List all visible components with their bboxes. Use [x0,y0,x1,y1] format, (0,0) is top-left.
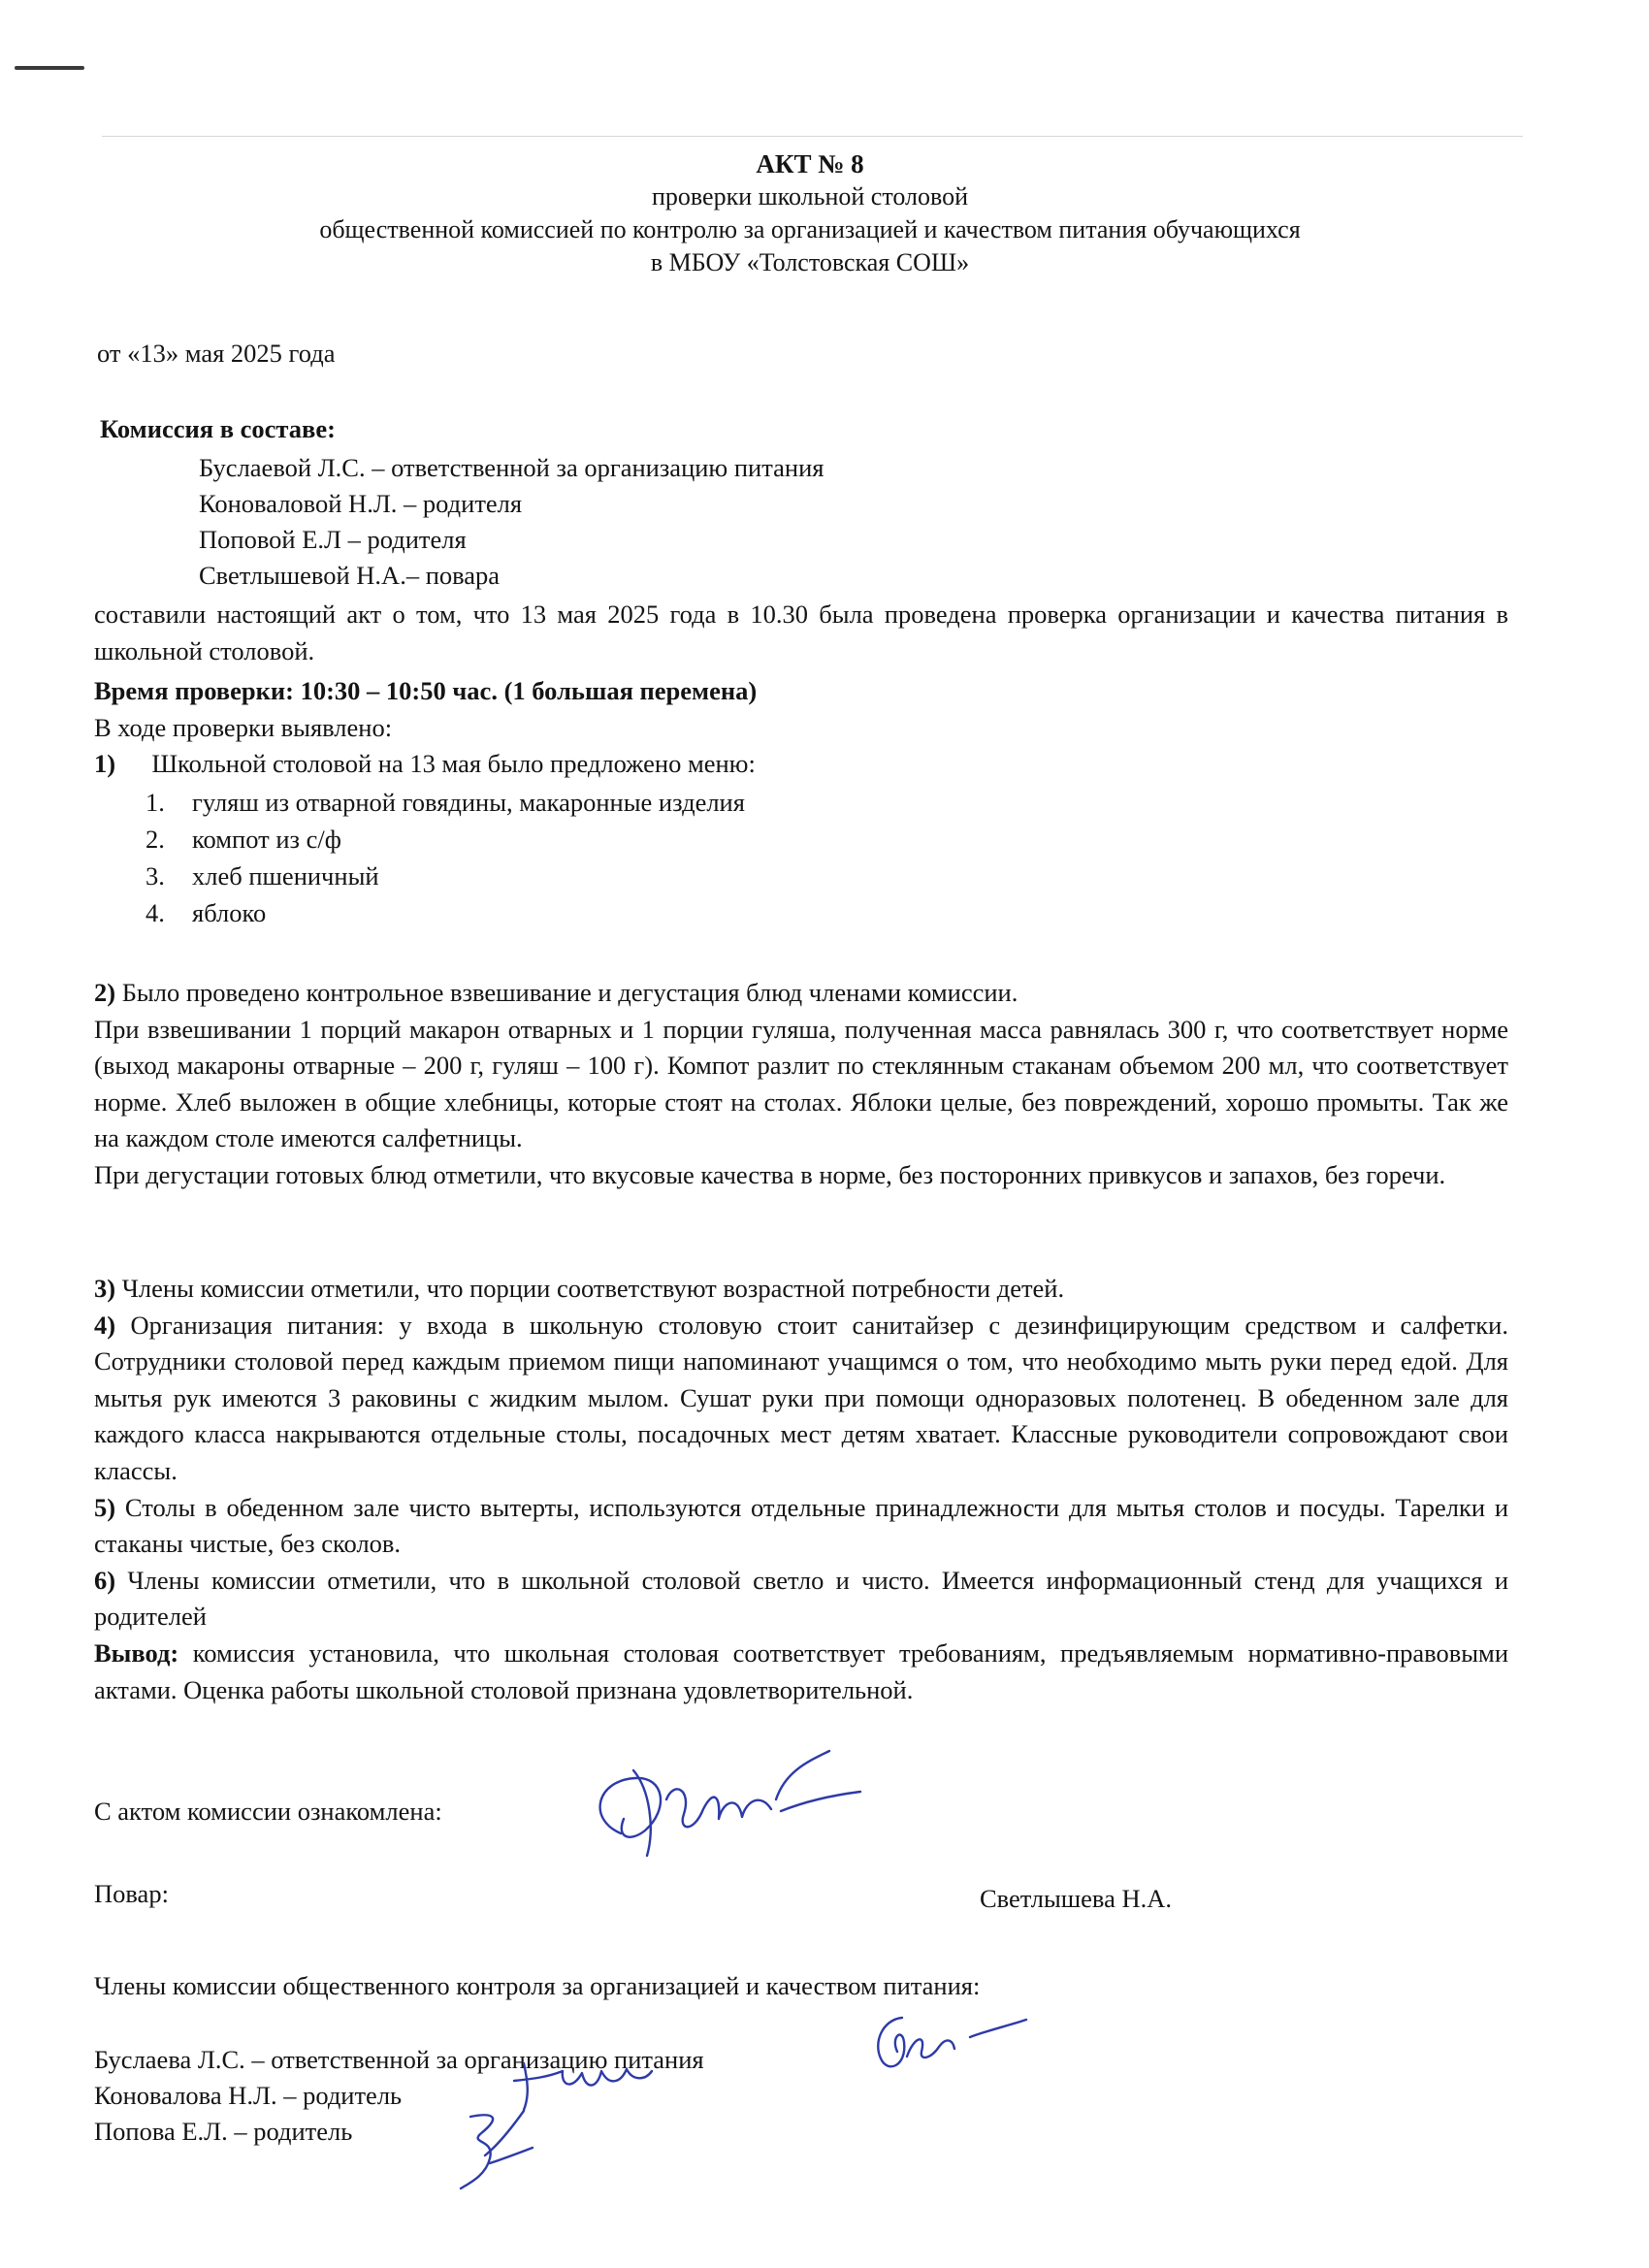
found-heading: В ходе проверки выявлено: [94,713,393,742]
intro-paragraph [94,597,1508,669]
members-heading: Члены комиссии общественного контроля за организацией и качеством питания: [94,1971,981,2000]
item-5: 5) Столы в обеденном зале чисто вытерты, используются отдельные принадлежности для мытья столов и посуды. Тарелки и стаканы чистые, без сколов. [94,1492,1509,1559]
check-time: Время проверки: 10:30 – 10:50 час. (1 большая перемена) [94,676,758,705]
cook-name: Светлышева Н.А. [980,1884,1172,1913]
commission-member: Поповой Е.Л – родителя [199,525,467,554]
commission-member: Буслаевой Л.С. – ответственной за организацию питания [199,453,824,482]
cook-signature [577,1741,868,1877]
commission-members [199,450,824,594]
menu-item: 1. гуляш из отварной говядины, макаронные изделия [146,788,745,817]
title-line-2: общественной комиссией по контролю за организацией и качеством питания обучающихся [319,215,1301,243]
title-line-1: проверки школьной столовой [652,182,968,211]
item-1 [94,747,756,780]
item-2 [94,975,1508,1194]
signer: Буслаева Л.С. – ответственной за организацию питания [94,2045,704,2074]
signer: Попова Е.Л. – родитель [94,2117,353,2146]
commission-member: Коноваловой Н.Л. – родителя [199,489,523,518]
scan-mark [15,66,84,70]
item-4: 4) Организация питания: у входа в школьную столовую стоит санитайзер с дезинфицирующим средством и салфетки. Сотрудники столовой перед каждым приемом пищи напоминают учащимся о том, что необходимо мыть руки перед едой. Для мытья рук имеются 3 раковины с жидким мылом. Сушат руки при помощи одноразовых полотенец. В обеденном зале для каждого класса накрываются отдельные столы, посадочных мест детям хватает. Классные руководители сопровождают свои классы. [94,1310,1508,1485]
item-6: 6) Члены комиссии отметили, что в школьной столовой светло и чисто. Имеется информационный стенд для учащихся и родителей [94,1565,1509,1632]
item-3: 3) Члены комиссии отметили, что порции соответствуют возрастной потребности детей. [94,1274,1065,1303]
conclusion: Вывод: комиссия установила, что школьная столовая соответствует требованиям, предъявляемым нормативно-правовыми актами. Оценка работы школьной столовой признана удовлетворительной. [94,1637,1508,1704]
menu-item: 4. яблоко [146,898,267,927]
document-date: от «13» мая 2025 года [97,339,336,368]
document-title: АКТ № 8 [756,149,864,178]
buslaeva-signature [854,1998,1028,2090]
commission-member: Светлышевой Н.А.– повара [199,561,501,590]
menu-list [146,784,745,931]
title-block [97,147,1523,279]
menu-item: 3. хлеб пшеничный [146,861,379,891]
menu-item: 2. компот из с/ф [146,825,341,854]
items-3-6 [94,1271,1508,1708]
top-rule [102,136,1523,137]
signer: Коновалова Н.Л. – родитель [94,2081,403,2110]
item-2-tasting: При дегустации готовых блюд отметили, что вкусовые качества в норме, без посторонних привкусов и запахов, без горечи. [94,1159,1446,1189]
title-line-3: в МБОУ «Толстовская СОШ» [650,248,970,276]
item-2-lead: 2) Было проведено контрольное взвешивание и дегустация блюд членами комиссии. [94,978,1018,1007]
popova-signature [451,2105,538,2192]
cook-label: Повар: [94,1879,169,1908]
item-2-weighing: При взвешивании 1 порций макарон отварных и 1 порции гуляша, полученная масса равнялась 300 г, что соответствует норме (выход макароны отварные – 200 г, гуляш – 100 г). Компот разлит по стеклянным стаканам объемом 200 мл, что соответствует норме. Хлеб выложен в общие хлебницы, которые стоят на столах. Яблоки целые, без повреждений, хорошо промыты. Так же на каждом столе имеются салфетницы. [94,1014,1508,1153]
intro-text: составили настоящий акт о том, что 13 мая 2025 года в 10.30 была проведена проверка организации и качества питания в школьной столовой. [94,599,1508,665]
item-1-number: 1) [94,749,116,778]
acknowledged-label: С актом комиссии ознакомлена: [94,1797,442,1826]
commission-heading: Комиссия в составе: [100,414,336,443]
item-1-text: Школьной столовой на 13 мая было предложено меню: [151,749,756,778]
